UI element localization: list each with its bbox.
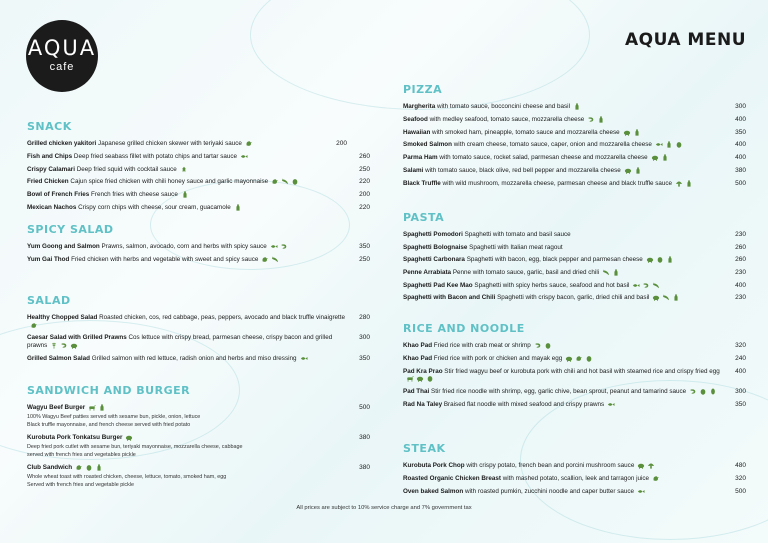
section-title: SPICY SALAD [27,223,114,236]
menu-item-text [403,129,722,137]
pig-icon [651,154,659,161]
milk-icon [573,103,581,110]
menu-item-name: Pad Kra Prao [403,367,443,375]
menu-item-name: Fried Chicken [27,178,69,186]
menu-item-price: 350 [735,128,746,136]
allergen-icons [655,141,683,148]
menu-item-kurobuta-pork-tonkatsu-burger [27,434,370,459]
menu-item-price: 350 [359,354,370,362]
menu-item-price: 300 [359,334,370,342]
allergen-icons [602,269,620,276]
cow-icon [88,404,96,411]
pig-icon [624,167,632,174]
menu-item-name: Margherita [403,103,436,111]
pig-icon [646,256,654,263]
menu-item-price: 350 [735,400,746,408]
allergen-icons [88,404,106,411]
pig-icon [416,375,424,382]
menu-item-smoked-salmon [403,141,746,149]
section-title: SALAD [27,294,71,307]
menu-item-detail: 100% Wagyu Beef patties served with sesame bun, pickle, onion, lettuce [27,413,201,420]
menu-item-detail: Whole wheat toast with roasted chicken, cheese, lettuce, tomato, smoked ham, egg [27,473,227,480]
menu-item-name: Khao Pad [403,342,433,350]
logo [26,20,98,92]
menu-item-description: Penne with tomato sauce, garlic, basil and dried chili [452,269,600,277]
menu-item-detail: served with french fries and vegetables pickle [27,452,136,459]
shrimp-icon [642,282,650,289]
menu-item-name: Spaghetti Bolognaise [403,243,468,251]
allergen-icons [624,167,642,174]
menu-item-name: Khao Pad [403,354,433,362]
milk-icon [597,116,605,123]
menu-item-price: 220 [359,178,370,186]
menu-item-text [27,204,346,212]
menu-item-fried-chicken [27,178,370,186]
menu-item-description: Spaghetti with tomato and basil sauce [464,231,571,238]
menu-item-kurobuta-pork-chop [403,462,746,470]
menu-item-text [27,153,346,161]
allergen-icons [607,401,615,408]
allergen-icons [270,243,288,250]
menu-item-description: with mashed potato, scallion, leek and tarragon juice [502,474,650,482]
menu-item-name: Smoked Salmon [403,141,452,149]
allergen-icons [587,116,605,123]
menu-item-price: 240 [735,354,746,362]
menu-item-price: 400 [735,141,746,149]
egg-icon [85,464,93,471]
pig-icon [125,434,133,441]
milk-icon [661,154,669,161]
menu-item-description: Spaghetti with spicy herbs sauce, seafood and hot basil [474,281,630,289]
allergen-icons [652,294,680,301]
menu-item-name: Mexican Nachos [27,204,77,211]
menu-item-text [403,475,722,483]
allergen-icons [651,154,669,161]
menu-item-description: with crispy potato, french bean and porcini mushroom sauce [466,462,635,470]
allergen-icons [675,180,693,187]
menu-item-detail: Served with french fries and vegetable pickle [27,482,134,489]
menu-item-text [403,294,722,302]
section-pizza [403,83,746,192]
menu-item-club-sandwich [27,464,370,489]
menu-item-text [403,244,722,252]
egg-icon [585,355,593,362]
menu-item-description: Stir fried rice noodle with shrimp, egg, garlic chive, bean sprout, peanut and tamarind sauce [431,388,687,396]
menu-item-name: Spaghetti Pad Kee Mao [403,281,473,289]
menu-item-fish-and-chips [27,153,370,161]
allergen-icons [240,153,248,160]
menu-item-black-truffle [403,180,746,188]
chicken-icon [245,140,253,147]
menu-item-text [27,334,346,349]
menu-item-price: 500 [359,404,370,411]
section-steak [403,442,746,500]
menu-item-price: 260 [735,243,746,251]
menu-item-description: French fries with cheese sauce [91,191,178,199]
menu-item-description: Spaghetti with crispy bacon, garlic, dried chili and basil [497,294,650,302]
fish-icon [270,243,278,250]
menu-item-name: Pad Thai [403,388,430,396]
pig-icon [565,355,573,362]
menu-item-price: 300 [735,103,746,110]
menu-item-price: 200 [359,191,370,199]
menu-item-oven-baked-salmon [403,488,746,496]
menu-item-mexican-nachos [27,204,370,212]
allergen-icons [534,342,552,349]
menu-item-description: Cos lettuce with crispy bread, parmesan cheese, crispy bacon and grilled prawns [27,334,333,350]
chicken-icon [271,178,279,185]
menu-item-text [403,180,722,188]
allergen-icons [181,191,189,198]
allergen-icons [652,475,660,482]
menu-item-yum-gai-thod [27,256,370,264]
menu-item-description: Stir fried wagyu beef or kurobuta pork with chili and hot basil with steamed rice and crispy fried egg [444,367,720,375]
milk-icon [666,256,674,263]
menu-item-price: 350 [359,243,370,250]
section-title: STEAK [403,442,446,455]
chicken-icon [30,322,38,329]
menu-item-price: 400 [735,115,746,123]
allergen-icons [646,256,674,263]
menu-item-description: Crispy corn chips with cheese, sour cream, guacamole [78,204,231,211]
menu-item-grilled-salmon-salad [27,355,370,363]
milk-icon [95,464,103,471]
menu-item-text [403,269,722,277]
fish-icon [240,153,248,160]
menu-item-name: Kurobuta Pork Tonkatsu Burger [27,434,123,442]
menu-item-description: Japanese grilled chicken skewer with teriyaki sauce [98,140,242,148]
chili-icon [652,282,660,289]
menu-item-salami [403,167,746,175]
menu-item-spaghetti-with-bacon-and-chili [403,294,746,302]
fish-icon [632,282,640,289]
fish-icon [300,355,308,362]
cow-icon [406,375,414,382]
menu-item-name: Spaghetti Carbonara [403,256,465,264]
allergen-icons [637,462,655,469]
footer-note: All prices are subject to 10% service charge and 7% government tax [296,505,472,511]
egg-icon [656,256,664,263]
menu-item-healthy-chopped-salad [27,314,370,329]
menu-item-description: Deep fried seabass fillet with potato chips and tartar sauce [73,152,238,160]
menu-item-name: Spaghetti with Bacon and Chili [403,294,496,302]
menu-title: AQUA MENU [624,30,746,50]
menu-item-detail: Deep fried pork cutlet with sesame bun, teriyaki mayonnaise, mozzarella cheese, cabbage [27,443,243,450]
pig-icon [70,342,78,349]
menu-item-name: Seafood [403,115,428,123]
menu-item-name: Healthy Chopped Salad [27,314,98,321]
menu-item-price: 380 [359,463,370,471]
menu-item-description: with cream cheese, tomato sauce, caper, onion and mozzarella cheese [453,141,652,149]
milk-icon [181,191,189,198]
allergen-icons [75,464,103,471]
menu-item-text [27,404,346,429]
wheat-icon [50,342,58,349]
menu-item-khao-pad [403,355,746,363]
allergen-icons [623,129,641,136]
menu-item-price: 230 [735,294,746,302]
menu-item-text [403,388,722,396]
milk-icon [672,294,680,301]
menu-item-spaghetti-bolognaise [403,244,746,252]
logo-text: AQUA [27,36,97,60]
menu-item-price: 200 [336,140,347,147]
menu-item-price: 300 [735,387,746,395]
chili-icon [281,178,289,185]
chicken-icon [261,256,269,263]
allergen-icons [565,355,593,362]
menu-item-description: Deep fried squid with cocktail sauce [76,165,177,173]
menu-item-pad-kra-prao [403,368,746,383]
milk-icon [98,404,106,411]
menu-item-hawaiian [403,129,746,137]
menu-item-text [27,191,346,199]
chili-icon [602,269,610,276]
allergen-icons [234,204,242,211]
egg-icon [291,178,299,185]
menu-item-description: Roasted chicken, cos, red cabbage, peas, peppers, avocado and black truffle vinaigrette [99,314,346,321]
allergen-icons [125,434,133,441]
menu-item-text [403,103,722,111]
menu-item-name: Grilled chicken yakitori [27,140,97,148]
menu-item-description: Fried rice with pork or chicken and mayak egg [433,354,563,362]
fish-icon [607,401,615,408]
milk-icon [633,129,641,136]
menu-item-price: 260 [735,256,746,264]
menu-item-text [403,256,722,264]
menu-item-description: Fried rice with crab meat or shrimp [433,342,531,350]
menu-item-name: Yum Gai Thod [27,255,70,263]
menu-item-price: 400 [735,154,746,162]
shrimp-icon [587,116,595,123]
menu-item-name: Spaghetti Pomodori [403,231,463,238]
menu-item-text [403,342,722,350]
menu-item-rad-na-taley [403,401,746,409]
menu-item-price: 230 [735,231,746,238]
menu-item-text [403,355,722,363]
egg-icon [426,375,434,382]
milk-icon [685,180,693,187]
menu-item-price: 220 [359,203,370,211]
menu-item-description: with roasted pumkin, zucchini noodle and caper butter sauce [464,487,635,495]
menu-item-name: Caesar Salad with Grilled Prawns [27,334,127,342]
mushroom-icon [675,180,683,187]
menu-item-name: Wagyu Beef Burger [27,404,86,412]
menu-item-name: Black Truffle [403,179,441,187]
menu-item-description: Grilled salmon with red lettuce, radish onion and herbs and miso dressing [91,354,297,362]
menu-item-name: Yum Goong and Salmon [27,243,100,251]
menu-item-price: 500 [735,179,746,187]
pig-icon [637,462,645,469]
menu-item-description: Spaghetti with Italian meat ragout [469,243,563,251]
menu-item-caesar-salad-with-grilled-prawns [27,334,370,349]
squid-icon [180,166,188,173]
chili-icon [271,256,279,263]
egg-icon [699,388,707,395]
menu-item-text [27,464,346,489]
egg-icon [544,342,552,349]
menu-item-price: 400 [735,281,746,289]
menu-item-description: Prawns, salmon, avocado, corn and herbs with spicy sauce [101,243,267,251]
menu-item-name: Club Sandwich [27,464,73,472]
milk-icon [234,204,242,211]
allergen-icons [637,488,645,495]
menu-item-description: Braised flat noodle with mixed seafood and crispy prawns [443,400,605,408]
menu-item-price: 500 [735,487,746,495]
allergen-icons [689,388,717,395]
section-rice-noodle [403,322,746,413]
menu-item-text [27,140,323,148]
menu-item-spaghetti-pad-kee-mao [403,282,746,290]
menu-item-margherita [403,103,746,111]
menu-item-description: with tomato sauce, rocket salad, parmesan cheese and mozzarella cheese [439,154,648,162]
menu-item-price: 320 [735,342,746,349]
section-title: PASTA [403,211,445,224]
menu-item-spaghetti-pomodori [403,231,746,239]
section-salad [27,294,370,367]
menu-item-price: 380 [735,166,746,174]
logo-subtext: cafe [49,61,75,73]
menu-item-penne-arrabiata [403,269,746,277]
menu-item-text [403,141,722,149]
menu-item-name: Kurobuta Pork Chop [403,462,465,470]
menu-item-text [27,243,346,251]
menu-item-bowl-of-french-fries [27,191,370,199]
menu-item-price: 250 [359,165,370,173]
section-spicy-salad [27,223,370,269]
menu-item-price: 280 [359,314,370,321]
allergen-icons [30,322,38,329]
menu-item-name: Hawaiian [403,128,431,136]
allergen-icons [632,282,660,289]
menu-item-name: Rad Na Taley [403,400,443,408]
menu-item-name: Salami [403,167,424,174]
menu-item-text [403,401,722,409]
nut-icon [709,388,717,395]
shrimp-icon [689,388,697,395]
menu-item-text [403,116,722,124]
section-pasta [403,211,746,307]
allergen-icons [50,342,78,349]
menu-item-name: Grilled Salmon Salad [27,354,90,362]
menu-item-seafood [403,116,746,124]
chicken-icon [75,464,83,471]
menu-item-name: Oven baked Salmon [403,487,464,495]
fish-icon [637,488,645,495]
menu-item-description: Cajun spice fried chicken with chili honey sauce and garlic mayonnaise [70,178,269,186]
menu-item-khao-pad [403,342,746,350]
egg-icon [675,141,683,148]
menu-item-text [27,256,346,264]
menu-item-text [403,167,722,175]
menu-item-text [27,314,346,329]
menu-item-text [27,178,346,186]
menu-item-description: with tomato sauce, bocconcini cheese and basil [436,103,570,111]
menu-item-price: 250 [359,255,370,263]
shrimp-icon [280,243,288,250]
allergen-icons [261,256,279,263]
menu-item-text [403,488,722,496]
menu-item-description: with tomato sauce, black olive, red bell pepper and mozzarella cheese [425,167,621,174]
menu-item-name: Fish and Chips [27,152,73,160]
menu-item-text [403,231,722,239]
menu-item-text [27,434,346,459]
menu-item-wagyu-beef-burger [27,404,370,429]
milk-icon [634,167,642,174]
mushroom-icon [647,462,655,469]
menu-item-price: 380 [359,433,370,441]
menu-item-detail: Black truffle mayonnaise, and french cheese served with fried potato [27,422,191,429]
section-sandwich [27,384,370,494]
menu-item-text [403,154,722,162]
section-snack [27,120,370,217]
milk-icon [612,269,620,276]
menu-item-parma-ham [403,154,746,162]
menu-item-name: Roasted Organic Chicken Breast [403,474,501,482]
menu-item-description: Fried chicken with herbs and vegetable with sweet and spicy sauce [71,255,259,263]
allergen-icons [300,355,308,362]
menu-item-text [27,166,346,174]
menu-item-description: with medley seafood, tomato sauce, mozzarella cheese [429,115,585,123]
menu-item-text [403,282,722,290]
menu-item-crispy-calamari [27,166,370,174]
menu-item-description: with smoked ham, pineapple, tomato sauce and mozzarella cheese [432,128,620,136]
allergen-icons [180,166,188,173]
menu-item-description: with wild mushroom, mozzarella cheese, parmesan cheese and black truffle sauce [442,179,673,187]
menu-item-price: 480 [735,462,746,469]
chicken-icon [652,475,660,482]
menu-item-name: Crispy Calamari [27,165,75,173]
menu-item-text [403,462,722,470]
fish-icon [655,141,663,148]
menu-item-price: 260 [359,152,370,160]
chicken-icon [575,355,583,362]
menu-item-name: Parma Ham [403,154,438,162]
section-title: RICE AND NOODLE [403,322,525,335]
section-title: PIZZA [403,83,443,96]
menu-item-price: 230 [735,268,746,276]
menu-item-description: Spaghetti with bacon, egg, black pepper and parmesan cheese [466,256,643,264]
menu-item-spaghetti-carbonara [403,256,746,264]
menu-item-price: 400 [735,367,746,375]
section-title: SNACK [27,120,72,133]
chili-icon [662,294,670,301]
allergen-icons [406,375,434,382]
menu-item-pad-thai [403,388,746,396]
milk-icon [665,141,673,148]
shrimp-icon [534,342,542,349]
menu-item-name: Bowl of French Fries [27,191,90,199]
menu-item-roasted-organic-chicken-breast [403,475,746,483]
section-title: SANDWICH AND BURGER [27,384,191,397]
menu-item-name: Penne Arrabiata [403,269,452,277]
allergen-icons [271,178,299,185]
shrimp-icon [60,342,68,349]
menu-item-price: 320 [735,474,746,482]
menu-item-grilled-chicken-yakitori [27,140,347,148]
menu-item-text [27,355,346,363]
pig-icon [623,129,631,136]
pig-icon [652,294,660,301]
menu-item-text [403,368,722,383]
allergen-icons [245,140,253,147]
menu-item-yum-goong-and-salmon [27,243,370,251]
allergen-icons [573,103,581,110]
